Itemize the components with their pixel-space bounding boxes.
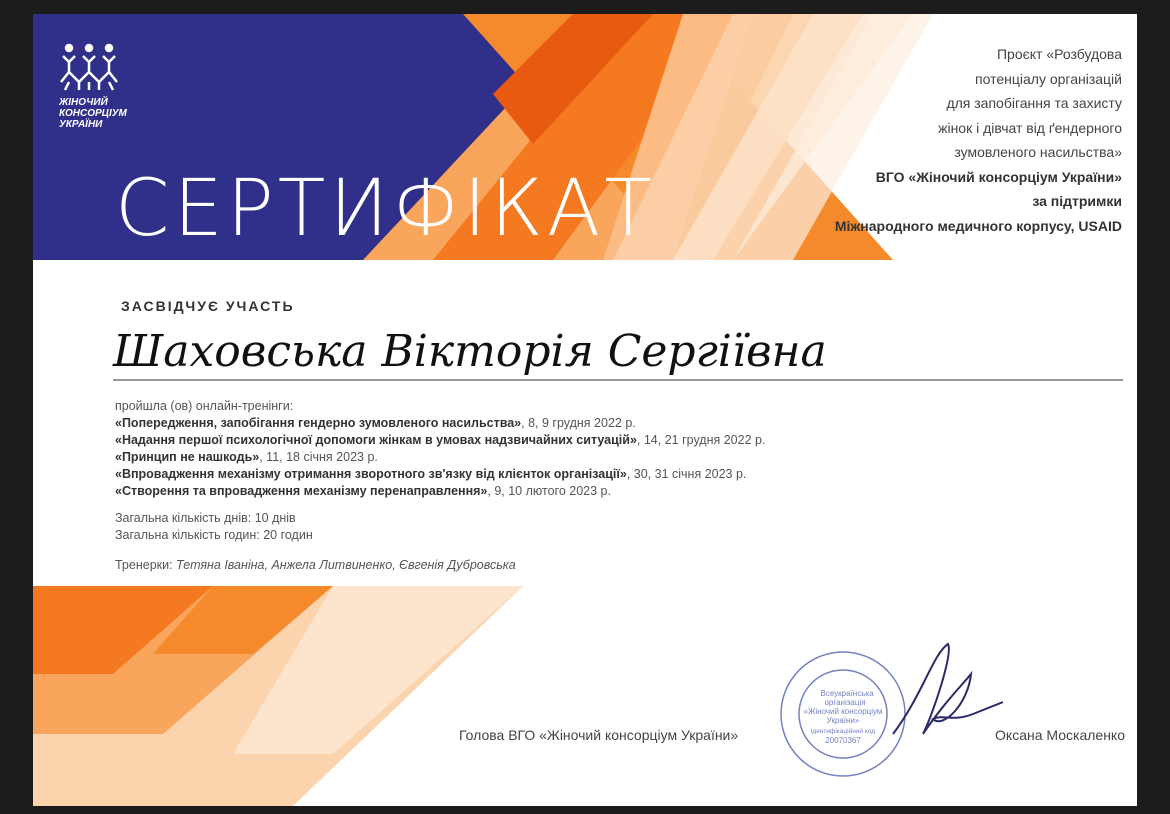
trainings-list xyxy=(115,398,765,500)
head-position: Голова ВГО «Жіночий консорціум України» xyxy=(459,727,739,743)
logo-line: КОНСОРЦІУМ xyxy=(59,108,127,119)
total-hours: Загальна кількість годин: 20 годин xyxy=(115,528,313,542)
training-dates: , 8, 9 грудня 2022 р. xyxy=(521,416,636,430)
project-line: жінок і дівчат від ґендерного xyxy=(938,119,1122,136)
logo-line: УКРАЇНИ xyxy=(59,119,103,130)
training-item xyxy=(115,449,765,466)
training-item xyxy=(115,415,765,432)
stamp-text: 20070367 xyxy=(825,736,861,745)
training-item xyxy=(115,466,765,483)
trainings-intro: пройшла (ов) онлайн-тренінги: xyxy=(115,399,294,413)
stamp-text: організація xyxy=(824,698,866,707)
project-line: потенціалу організацій xyxy=(975,70,1122,87)
logo-line: ЖІНОЧИЙ xyxy=(59,97,108,108)
project-support: за підтримки xyxy=(1032,193,1122,209)
project-line: зумовленого насильства» xyxy=(954,144,1122,160)
trainers-names: Тетяна Іваніна, Анжела Литвиненко, Євгенія Дубровська xyxy=(176,558,516,572)
training-dates: , 11, 18 січня 2023 р. xyxy=(259,450,378,464)
attests-label: ЗАСВІДЧУЄ УЧАСТЬ xyxy=(121,298,295,314)
total-days: Загальна кількість днів: 10 днів xyxy=(115,511,296,525)
signer-name: Оксана Москаленко xyxy=(995,727,1125,743)
project-org: ВГО «Жіночий консорціум України» xyxy=(875,168,1122,185)
stamp-text: ідентифікаційний код xyxy=(810,728,876,735)
recipient-name: Шаховська Вікторія Сергіївна xyxy=(113,326,827,377)
totals xyxy=(115,510,313,544)
signature xyxy=(893,644,1003,734)
official-stamp xyxy=(773,634,1003,804)
training-name: «Впровадження механізму отримання зворотного зв'язку від клієнток організації» xyxy=(115,467,627,481)
trainers-label: Тренерки: xyxy=(115,558,177,572)
training-name: «Створення та впровадження механізму перенаправлення» xyxy=(115,484,488,498)
training-item xyxy=(115,432,765,449)
project-description xyxy=(702,42,1122,238)
stamp-text: «Жіночий консорціум xyxy=(803,707,883,716)
name-underline xyxy=(113,379,1123,381)
project-sponsor: Міжнародного медичного корпусу, USAID xyxy=(834,217,1122,234)
training-dates: , 9, 10 лютого 2023 р. xyxy=(487,484,611,498)
training-name: «Надання першої психологічної допомоги жінкам в умовах надзвичайних ситуацій» xyxy=(115,433,637,447)
trainers xyxy=(115,558,516,572)
training-dates: , 30, 31 січня 2023 р. xyxy=(626,467,747,481)
certificate-title: СЕРТИФІКАТ xyxy=(115,164,656,254)
training-dates: , 14, 21 грудня 2022 р. xyxy=(636,433,766,447)
training-name: «Попередження, запобігання гендерно зумовленого насильства» xyxy=(115,416,522,430)
consortium-logo xyxy=(59,42,129,130)
figures-logo-icon xyxy=(59,42,119,92)
project-line: Проєкт «Розбудова xyxy=(996,46,1122,62)
project-line: для запобігання та захисту xyxy=(946,95,1122,111)
training-name: «Принцип не нашкодь» xyxy=(115,450,260,464)
stamp-text: України» xyxy=(826,716,860,725)
logo-text xyxy=(59,97,129,130)
training-item xyxy=(115,483,765,500)
stamp-text: Всеукраїнська xyxy=(820,689,874,698)
certificate xyxy=(33,14,1137,806)
